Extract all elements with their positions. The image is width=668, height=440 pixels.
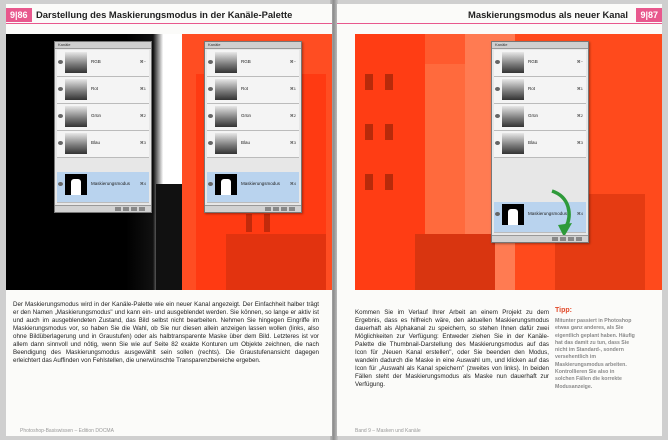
channel-row-selected[interactable] (57, 172, 149, 203)
channel-row[interactable] (494, 50, 586, 77)
channel-thumbnail (502, 133, 524, 154)
channel-name: Maskierungsmodus (241, 181, 281, 186)
channel-name: Maskierungsmodus (528, 211, 568, 216)
page-footer: Band 9 – Masken und Kanäle (355, 428, 421, 434)
mask-thumbnail (502, 204, 524, 225)
save-selection-icon[interactable] (123, 207, 129, 211)
page-number: 9|86 (6, 8, 32, 22)
channel-row[interactable] (57, 77, 149, 104)
tip-text: Mitunter passiert in Photoshop etwas ganz anderes, als Sie eigentlich geplant haben. Häufig hat das damit zu tun, dass Sie nicht im Standard-, sondern versehentlich im Maskierungsmodus arbeiten. Kontrollieren Sie also in solchen Fällen die korrekte Modusanzeige. (555, 318, 635, 390)
channel-name: Blau (91, 140, 101, 145)
channel-name: Grün (528, 113, 539, 118)
channel-thumbnail (65, 133, 87, 154)
channels-palette[interactable] (491, 41, 589, 243)
load-selection-icon[interactable] (115, 207, 121, 211)
eye-icon[interactable] (58, 87, 63, 91)
channel-row[interactable] (207, 50, 299, 77)
mask-thumbnail (65, 174, 87, 195)
channel-row[interactable] (207, 77, 299, 104)
header-rule (337, 23, 662, 24)
channel-thumbnail (502, 52, 524, 73)
load-selection-icon[interactable] (552, 237, 558, 241)
trash-icon[interactable] (139, 207, 145, 211)
new-channel-icon[interactable] (281, 207, 287, 211)
page-number: 9|87 (636, 8, 662, 22)
channel-thumbnail (215, 52, 237, 73)
eye-icon[interactable] (58, 182, 63, 186)
channel-name: Grün (91, 113, 102, 118)
channel-shortcut: ⌘4 (139, 181, 146, 186)
channel-name: Blau (528, 140, 538, 145)
page-header: Maskierungsmodus als neuer Kanal (468, 9, 628, 20)
body-text: Der Maskierungsmodus wird in der Kanäle-Palette wie ein neuer Kanal angezeigt. Der Einfachheit halber trägt er den Namen „Maskierungsmodus" und kann ein- und ausgeblendet werden. Sie können, so lange er aktiv ist und auch im ausgeblendeten Zustand, das Bild selbst nicht bearbeiten. Nehmen Sie hingegen Eingriffe im Maskierungsmodus vor, so haben Sie die Wahl, ob Sie nur diesen allein anzeigen lassen wollen (links, also ohne Bildüberlagerung und in Graustufen) oder als halbtransparente Maske über dem Bild. Letzteres ist vor allem dann sinnvoll und nötig, wenn Sie wie auf Seite 82 exakte Konturen um Objekte zeichnen, die nach Beendigung des Maskierungsmodus ausgewählt sein sollen (rechts). Die Graustufenansicht dagegen erleichtert das Auffinden von Fehlstellen, die unerwünschte Transparenzbereiche ergeben. (13, 301, 319, 365)
body-text: Kommen Sie im Verlauf Ihrer Arbeit an einem Projekt zu dem Ergebnis, dass es hilfreich wäre, den aktuellen Maskierungsmodus dauerhaft als Alphakanal zu speichern, so stehen Ihnen dafür zwei Möglichkeiten zur Verfügung: Entweder ziehen Sie in der Kanäle-Palette die Thumbnail-Darstellung des Maskierungsmodus auf das Icon für „Neuen Kanal erstellen", oder Sie beenden den Modus, wandeln dadurch die Maske in eine Auswahl um, und klicken auf das Icon für „Auswahl als Kanal speichern" (zweites von links). In beiden Fällen steht der Maskierungsmodus als Maske nun dauerhaft zur Verfügung. (355, 309, 549, 389)
new-channel-icon[interactable] (131, 207, 137, 211)
load-selection-icon[interactable] (265, 207, 271, 211)
palette-footer (55, 205, 151, 212)
eye-icon[interactable] (208, 114, 213, 118)
eye-icon[interactable] (495, 141, 500, 145)
channel-thumbnail (502, 106, 524, 127)
channel-row[interactable] (207, 104, 299, 131)
page-header: Darstellung des Maskierungsmodus in der Kanäle-Palette (36, 9, 293, 20)
eye-icon[interactable] (208, 87, 213, 91)
channel-name: RGB (91, 59, 101, 64)
channel-row[interactable] (494, 104, 586, 131)
channel-name: Rot (528, 86, 536, 91)
channel-shortcut: ⌘4 (289, 181, 296, 186)
channel-row[interactable] (57, 131, 149, 158)
channel-shortcut: ⌘1 (576, 86, 583, 91)
save-selection-icon[interactable] (560, 237, 566, 241)
channel-row[interactable] (494, 131, 586, 158)
palette-title: Kanäle (492, 42, 588, 49)
drag-arrow-icon (548, 187, 578, 239)
eye-icon[interactable] (208, 141, 213, 145)
channel-shortcut: ⌘~ (139, 59, 146, 64)
channel-shortcut: ⌘2 (576, 113, 583, 118)
channel-thumbnail (65, 52, 87, 73)
palette-footer (492, 235, 588, 242)
eye-icon[interactable] (208, 182, 213, 186)
channel-row[interactable] (207, 131, 299, 158)
channel-name: Maskierungsmodus (91, 181, 131, 186)
channel-shortcut: ⌘~ (576, 59, 583, 64)
new-channel-icon[interactable] (568, 237, 574, 241)
channel-shortcut: ⌘3 (139, 140, 146, 145)
channel-thumbnail (65, 106, 87, 127)
channel-thumbnail (502, 79, 524, 100)
mask-thumbnail (215, 174, 237, 195)
channel-name: RGB (241, 59, 251, 64)
channel-name: Rot (91, 86, 99, 91)
channel-shortcut: ⌘2 (139, 113, 146, 118)
channel-name: Blau (241, 140, 251, 145)
channel-shortcut: ⌘1 (289, 86, 296, 91)
channel-name: Rot (241, 86, 249, 91)
channels-palette[interactable] (204, 41, 302, 213)
eye-icon[interactable] (58, 60, 63, 64)
eye-icon[interactable] (495, 212, 500, 216)
trash-icon[interactable] (289, 207, 295, 211)
channel-shortcut: ⌘3 (576, 140, 583, 145)
channel-shortcut: ⌘~ (289, 59, 296, 64)
channel-row[interactable] (57, 50, 149, 77)
channel-shortcut: ⌘2 (289, 113, 296, 118)
trash-icon[interactable] (576, 237, 582, 241)
channel-row-selected[interactable] (207, 172, 299, 203)
save-selection-icon[interactable] (273, 207, 279, 211)
eye-icon[interactable] (58, 141, 63, 145)
eye-icon[interactable] (208, 60, 213, 64)
channel-thumbnail (65, 79, 87, 100)
page-footer: Photoshop-Basiswissen – Edition DOCMA (20, 428, 114, 434)
channel-thumbnail (215, 106, 237, 127)
channel-thumbnail (215, 79, 237, 100)
channel-row[interactable] (494, 77, 586, 104)
right-page (337, 4, 662, 436)
channel-name: Grün (241, 113, 252, 118)
channel-thumbnail (215, 133, 237, 154)
channel-shortcut: ⌘1 (139, 86, 146, 91)
channel-name: RGB (528, 59, 538, 64)
channel-shortcut: ⌘3 (289, 140, 296, 145)
palette-title: Kanäle (55, 42, 151, 49)
eye-icon[interactable] (495, 114, 500, 118)
palette-title: Kanäle (205, 42, 301, 49)
channel-shortcut: ⌘4 (576, 211, 583, 216)
eye-icon[interactable] (495, 60, 500, 64)
header-rule (6, 23, 332, 24)
palette-footer (205, 205, 301, 212)
channel-row[interactable] (57, 104, 149, 131)
eye-icon[interactable] (495, 87, 500, 91)
channels-palette[interactable] (54, 41, 152, 213)
left-page (6, 4, 332, 436)
eye-icon[interactable] (58, 114, 63, 118)
tip-title: Tipp: (555, 307, 572, 314)
